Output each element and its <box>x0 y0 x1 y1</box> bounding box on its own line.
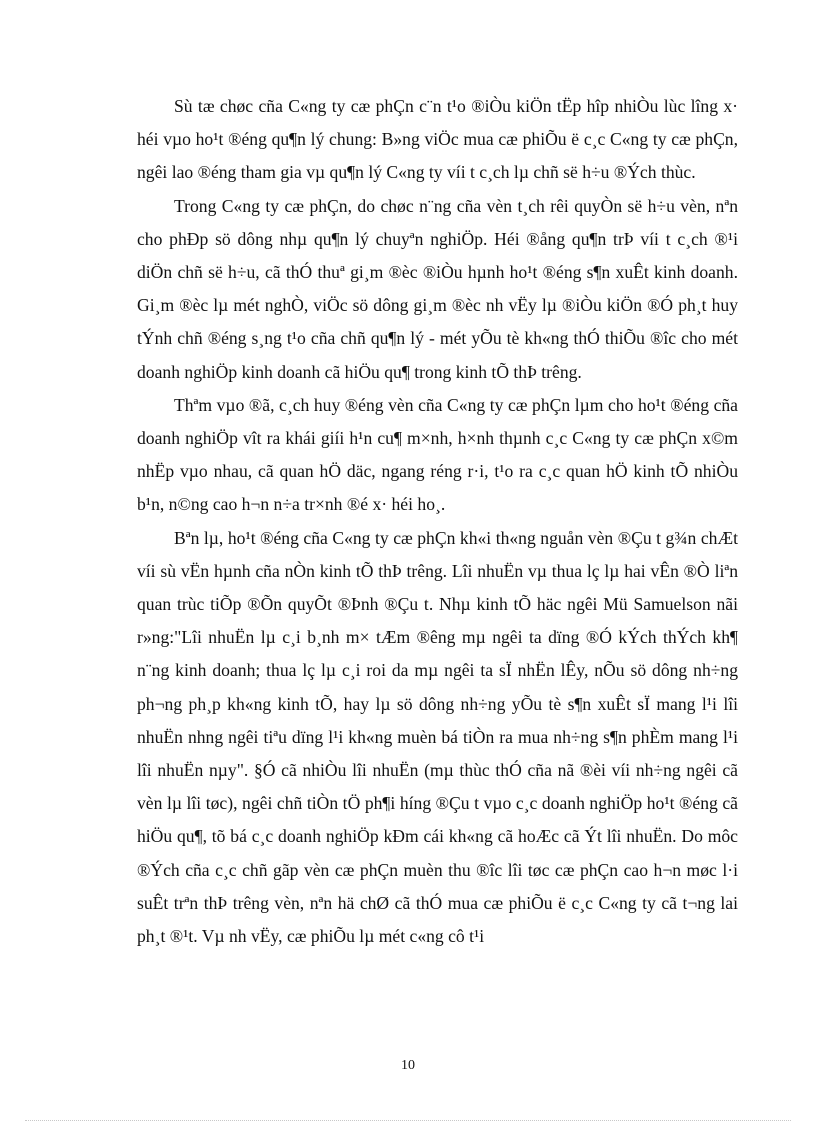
footer-divider <box>25 1120 791 1121</box>
body-text <box>137 90 738 953</box>
paragraph-3: Thªm vµo ®ã, c¸ch huy ®éng vèn cña C«ng ty cæ phÇn lµm cho ho¹t ®éng cña doanh nghiÖp vît ra khái giíi h¹n cu¶ m×nh, h×nh thµnh c¸c C«ng ty cæ phÇn x©m nhËp vµo nhau, cã quan hÖ däc, ngang réng r·i, t¹o ra c¸c quan hÖ kinh tÕ nhiÒu b¹n, n©ng cao h¬n n÷a tr×nh ®é x· héi ho¸. <box>137 394 738 515</box>
paragraph-4: Bªn lµ, ho¹t ®éng cña C«ng ty cæ phÇn kh«i th«ng nguån vèn ®Çu t g¾n chÆt víi sù vËn hµnh cña nÒn kinh tÕ thÞ trêng. Lîi nhuËn vµ thua lç lµ hai vÊn ®Ò liªn quan trùc tiÕp ®Õn quyÕt ®Þnh ®Çu t. Nhµ kinh tÕ häc ngêi Mü Samuelson nãi r»ng:"Lîi nhuËn lµ c¸i b¸nh m× tÆm ®êng mµ ngêi ta dïng ®Ó kÝch thÝch kh¶ n¨ng kinh doanh; thua lç lµ c¸i roi da mµ ngêi ta sÏ nhËn lÊy, nÕu sö dông nh÷ng ph¬ng ph¸p kh«ng kinh tÕ, hay lµ sö dông nh÷ng yÕu tè s¶n xuÊt sÏ mang l¹i lîi nhuËn nhng ngêi tiªu dïng l¹i kh«ng muèn bá tiÒn ra mua nh÷ng s¶n phÈm mang l¹i lîi nhuËn nµy". §Ó cã nhiÒu lîi nhuËn (mµ thùc thÓ cña nã ®èi víi nh÷ng ngêi cã vèn lµ lîi tøc), ngêi chñ tiÒn tÖ ph¶i híng ®Çu t vµo c¸c doanh nghiÖp ho¹t ®éng cã hiÖu qu¶, tõ bá c¸c doanh nghiÖp kÐm cái kh«ng cã hoÆc cã Ýt lîi nhuËn. Do môc ®Ých cña c¸c chñ gãp vèn cæ phÇn muèn thu ®îc lîi tøc cæ phÇn cao h¬n møc l·i suÊt trªn thÞ trêng vèn, nªn hä chØ cã thÓ mua cæ phiÕu ë c¸c C«ng ty cã t¬ng lai ph¸t ®¹t. Vµ nh vËy, cæ phiÕu lµ mét c«ng cô t¹i <box>137 527 738 947</box>
paragraph-1: Sù tæ chøc cña C«ng ty cæ phÇn c¨n t¹o ®iÒu kiÖn tËp hîp nhiÒu lùc lîng x· héi vµo ho¹t ®éng qu¶n lý chung: B»ng viÖc mua cæ phiÕu ë c¸c C«ng ty cæ phÇn, ngêi lao ®éng tham gia vµ qu¶n lý C«ng ty víi t c¸ch lµ chñ së h÷u ®Ých thùc. <box>137 96 738 183</box>
paragraph-2: Trong C«ng ty cæ phÇn, do chøc n¨ng cña vèn t¸ch rêi quyÒn së h÷u vèn, nªn cho phÐp sö dông nhµ qu¶n lý chuyªn nghiÖp. Héi ®ång qu¶n trÞ víi t c¸ch ®¹i diÖn chñ së h÷u, cã thÓ thuª gi¸m ®èc ®iÒu hµnh ho¹t ®éng s¶n xuÊt kinh doanh. Gi¸m ®èc lµ mét nghÒ, viÖc sö dông gi¸m ®èc nh vËy lµ ®iÒu kiÖn ®Ó ph¸t huy tÝnh chñ ®éng s¸ng t¹o cña chñ qu¶n lý - mét yÕu tè kh«ng thÓ thiÕu ®îc cho mét doanh nghiÖp kinh doanh cã hiÖu qu¶ trong kinh tÕ thÞ trêng. <box>137 195 738 382</box>
page-number: 10 <box>401 1058 415 1073</box>
